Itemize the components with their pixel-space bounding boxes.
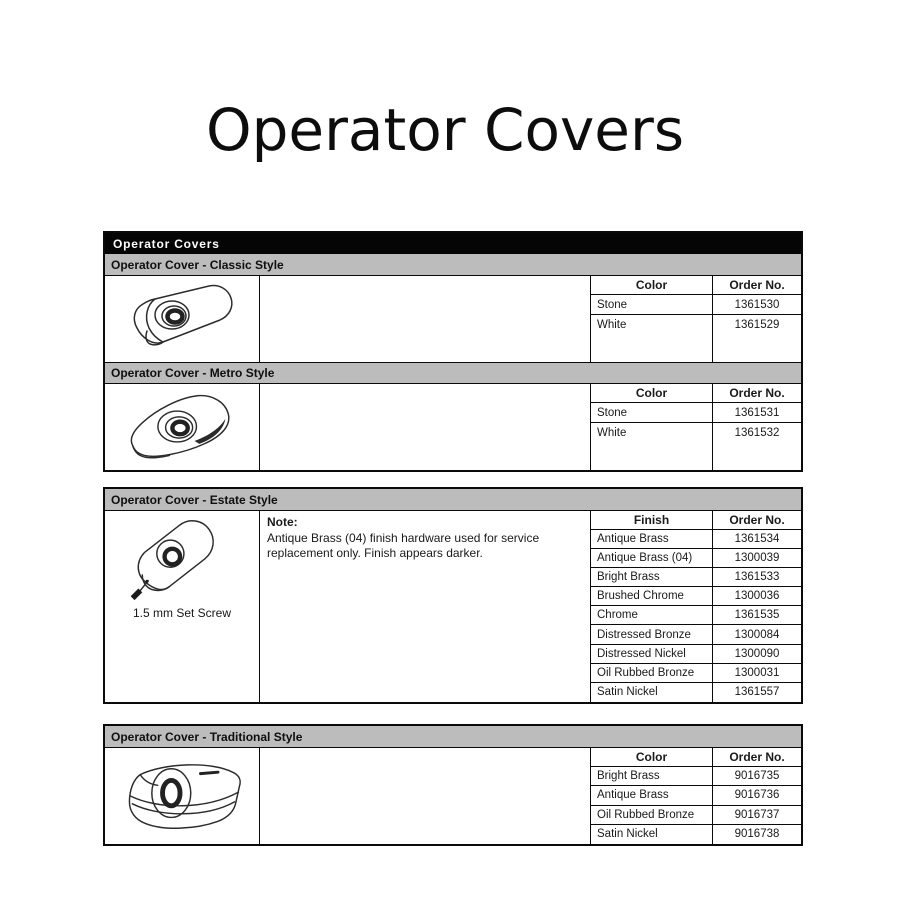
traditional-description-cell: [260, 748, 591, 844]
operator-covers-catalog: [103, 231, 803, 846]
classic-order-header: Order No.: [729, 278, 785, 292]
section-header-traditional: [105, 726, 801, 748]
estate-note-cell: [260, 511, 591, 702]
classic-cover-drawing: [117, 278, 247, 358]
section-header-metro: [105, 362, 801, 384]
spec-filler: [591, 335, 801, 362]
finish-name: Satin Nickel: [591, 683, 713, 702]
metro-description-cell: [260, 384, 591, 470]
traditional-spec-table: [591, 748, 801, 844]
color-name: Antique Brass: [591, 786, 713, 804]
section-header-estate-label: Operator Cover - Estate Style: [111, 492, 278, 507]
metro-order-header: Order No.: [729, 386, 785, 400]
set-screw-caption: 1.5 mm Set Screw: [132, 606, 232, 620]
order-number: 9016737: [734, 808, 780, 821]
spec-row: [591, 645, 801, 664]
order-number: 1361557: [734, 686, 780, 699]
order-number: 1361534: [734, 533, 780, 546]
estate-finish-header: Finish: [591, 511, 713, 529]
spec-row: [591, 664, 801, 683]
spec-row: [591, 625, 801, 644]
section-header-metro-label: Operator Cover - Metro Style: [111, 366, 275, 380]
traditional-spec-header-row: [591, 748, 801, 767]
spec-row: [591, 423, 801, 443]
order-number: 1300036: [734, 590, 780, 603]
spec-row: [591, 587, 801, 606]
classic-spec-header-row: [591, 276, 801, 295]
classic-description-cell: [260, 276, 591, 362]
estate-order-header: Order No.: [729, 513, 785, 527]
order-number: 1361533: [734, 571, 780, 584]
note-body: Antique Brass (04) finish hardware used for service replacement only. Finish appears darker.: [267, 530, 540, 561]
spec-row: [591, 683, 801, 702]
spec-row: [591, 767, 801, 786]
metro-spec-table: [591, 384, 801, 470]
finish-name: Distressed Bronze: [591, 625, 713, 643]
order-number: 1361535: [734, 609, 780, 622]
table-traditional: [103, 724, 803, 846]
section-body-metro: [105, 384, 801, 470]
metro-spec-header-row: [591, 384, 801, 403]
spec-row: [591, 806, 801, 825]
finish-name: Oil Rubbed Bronze: [591, 664, 713, 682]
spec-row: [591, 568, 801, 587]
traditional-order-header: Order No.: [729, 750, 785, 764]
spec-row: [591, 786, 801, 805]
traditional-color-header: Color: [591, 748, 713, 766]
spec-row: [591, 403, 801, 423]
traditional-cover-illustration: [105, 748, 260, 844]
spec-row: [591, 606, 801, 625]
order-number: 9016738: [734, 828, 780, 841]
finish-name: Antique Brass: [591, 530, 713, 548]
table-title-label: Operator Covers: [113, 236, 220, 251]
color-name: Satin Nickel: [591, 825, 713, 844]
order-number: 9016736: [734, 789, 780, 802]
spec-row: [591, 825, 801, 844]
spec-row: [591, 295, 801, 315]
order-number: 1361531: [734, 406, 780, 419]
section-header-classic: [105, 254, 801, 276]
order-number: 1300090: [734, 647, 780, 660]
section-header-classic-label: Operator Cover - Classic Style: [111, 257, 284, 272]
section-body-traditional: [105, 748, 801, 844]
section-body-estate: [105, 511, 801, 702]
color-name: Bright Brass: [591, 767, 713, 785]
order-number: 1361530: [734, 298, 780, 311]
section-header-estate: [105, 489, 801, 511]
order-number: 1300031: [734, 666, 780, 679]
estate-cover-drawing: [117, 513, 247, 605]
finish-name: Chrome: [591, 606, 713, 624]
classic-color-header: Color: [591, 276, 713, 294]
finish-name: Brushed Chrome: [591, 587, 713, 605]
estate-spec-table: [591, 511, 801, 702]
estate-cover-illustration: [105, 511, 260, 702]
finish-name: Antique Brass (04): [591, 549, 713, 567]
classic-cover-illustration: [105, 276, 260, 362]
order-number: 1300039: [734, 552, 780, 565]
finish-name: Bright Brass: [591, 568, 713, 586]
color-name: Stone: [591, 403, 713, 422]
section-body-classic: [105, 276, 801, 362]
spec-row: [591, 549, 801, 568]
classic-spec-table: [591, 276, 801, 362]
color-name: White: [591, 423, 713, 443]
order-number: 1361532: [734, 427, 780, 439]
traditional-cover-drawing: [109, 753, 255, 841]
table-classic-metro: [103, 231, 803, 472]
estate-spec-header-row: [591, 511, 801, 530]
spec-row: [591, 530, 801, 549]
metro-cover-illustration: [105, 384, 260, 470]
spec-row: [591, 315, 801, 335]
metro-color-header: Color: [591, 384, 713, 402]
section-header-traditional-label: Operator Cover - Traditional Style: [111, 729, 303, 744]
note-title: Note:: [267, 515, 298, 529]
table-title-bar: [105, 233, 801, 254]
finish-name: Distressed Nickel: [591, 645, 713, 663]
color-name: White: [591, 315, 713, 335]
metro-cover-drawing: [117, 386, 247, 468]
page-title: Operator Covers: [205, 96, 685, 164]
order-number: 9016735: [734, 770, 780, 783]
color-name: Stone: [591, 295, 713, 314]
table-estate: [103, 487, 803, 704]
order-number: 1300084: [734, 628, 780, 641]
color-name: Oil Rubbed Bronze: [591, 806, 713, 824]
spec-filler: [591, 443, 801, 470]
order-number: 1361529: [734, 319, 780, 331]
